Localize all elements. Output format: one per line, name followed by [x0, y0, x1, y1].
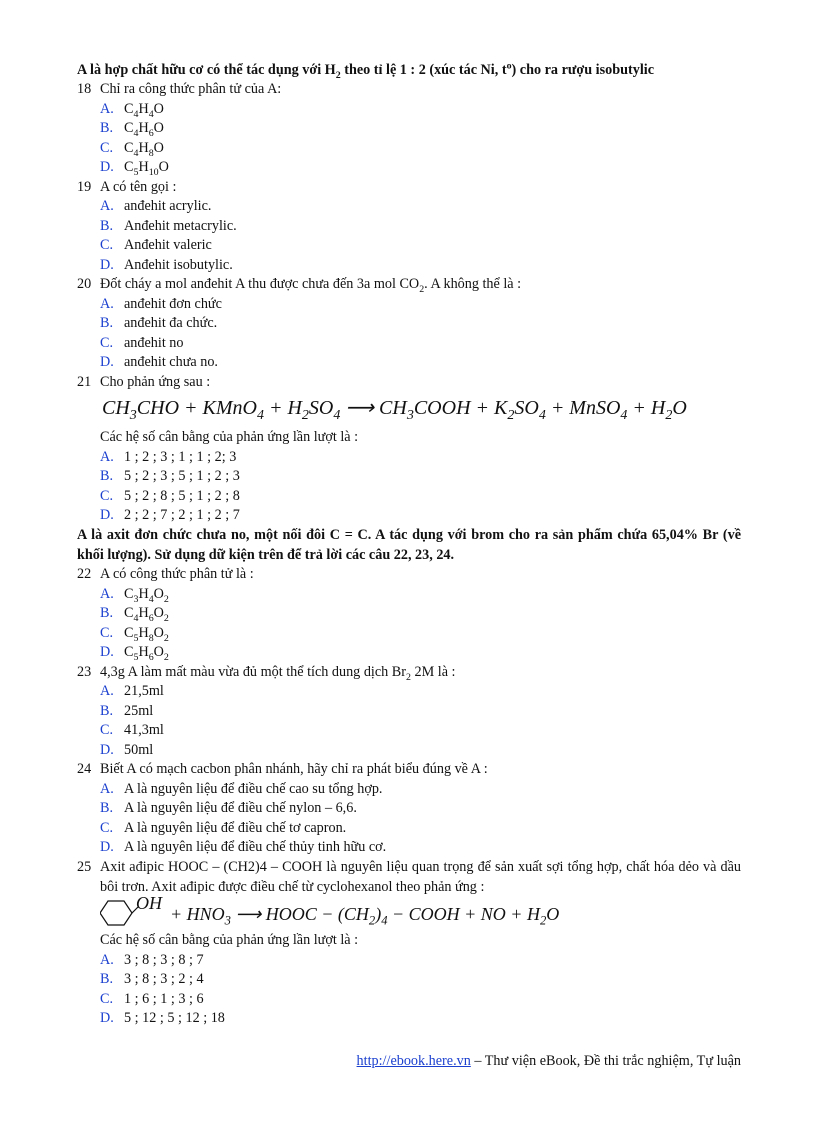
option-text: anđehit acrylic.: [124, 198, 212, 214]
option-letter: B.: [100, 120, 114, 136]
intro-text: ) cho ra rượu isobutylic: [511, 62, 655, 78]
option-letter: A.: [100, 683, 114, 699]
option-text: A là nguyên liệu để điều chế cao su tổng hợp.: [124, 781, 383, 797]
option-text: 25ml: [124, 703, 154, 719]
option-text: 21,5ml: [124, 683, 164, 699]
option-19-a[interactable]: [100, 197, 211, 217]
option-19-d[interactable]: [100, 256, 233, 276]
option-20-d[interactable]: [100, 353, 218, 373]
page-footer: [357, 1052, 741, 1070]
option-21-c[interactable]: [100, 487, 240, 507]
question-20: [77, 275, 741, 295]
option-text: anđehit chưa no.: [124, 354, 218, 370]
question-text: Axit ađipic HOOC – (CH2)4 – COOH là nguyên liệu quan trọng để sản xuất sợi tổng hợp, chất hóa dẻo và dầu bôi trơn. Axit ađipic được điều chế từ cyclohexanol theo phản ứng :: [100, 859, 741, 895]
option-25-b[interactable]: [100, 970, 204, 990]
option-text: A là nguyên liệu để điều chế tơ capron.: [124, 820, 347, 836]
cyclohexane-ring-icon: [100, 898, 140, 928]
option-text: A là nguyên liệu để điều chế thủy tinh hữu cơ.: [124, 839, 387, 855]
option-text: A là nguyên liệu để điều chế nylon – 6,6.: [124, 800, 357, 816]
question-text: Biết A có mạch cacbon phân nhánh, hãy chỉ ra phát biểu đúng về A :: [100, 761, 488, 777]
option-text: 3 ; 8 ; 3 ; 2 ; 4: [124, 971, 204, 987]
question-number: 21: [77, 374, 92, 390]
option-20-b[interactable]: [100, 314, 217, 334]
option-text: anđehit no: [124, 335, 184, 351]
superscript: o: [506, 60, 512, 72]
option-letter: C.: [100, 488, 114, 504]
intro-statement-2: A là axit đơn chức chưa no, một nối đôi C = C. A tác dụng với brom cho ra sản phẩm chứa 65,04% Br (về khối lượng). Sử dụng dữ kiện trên để trả lời các câu 22, 23, 24.: [77, 527, 741, 563]
option-letter: B.: [100, 800, 114, 816]
option-letter: D.: [100, 507, 114, 523]
question-22: [77, 565, 741, 585]
option-letter: B.: [100, 315, 114, 331]
option-21-a[interactable]: [100, 448, 236, 468]
option-letter: A.: [100, 781, 114, 797]
option-letter: B.: [100, 703, 114, 719]
question-number: 20: [77, 276, 92, 292]
option-text: 50ml: [124, 742, 154, 758]
intro-statement-1: [77, 61, 741, 81]
option-20-a[interactable]: [100, 295, 222, 315]
option-text: Anđehit valeric: [124, 237, 212, 253]
option-text: anđehit đa chức.: [124, 315, 218, 331]
option-25-a[interactable]: [100, 951, 204, 971]
question-text: Chỉ ra công thức phân tử của A:: [100, 81, 282, 97]
option-letter: D.: [100, 159, 114, 175]
question-text: Đốt cháy a mol anđehit A thu được chưa đến 3a mol $CO_2$. A không thể là :: [100, 276, 522, 295]
option-21-b[interactable]: [100, 467, 240, 487]
intro-text: theo tỉ lệ 1 : 2 (xúc tác Ni, t: [340, 62, 507, 78]
option-letter: D.: [100, 644, 114, 660]
option-letter: D.: [100, 1010, 114, 1026]
option-24-c[interactable]: [100, 819, 346, 839]
option-letter: C.: [100, 237, 114, 253]
option-letter: A.: [100, 449, 114, 465]
question-text: A có công thức phân tử là :: [100, 566, 254, 582]
option-letter: D.: [100, 354, 114, 370]
option-letter: A.: [100, 296, 114, 312]
option-letter: B.: [100, 605, 114, 621]
intro-text: A là hợp chất hữu cơ có thể tác dụng với H: [77, 62, 336, 78]
option-21-d[interactable]: [100, 506, 240, 526]
option-19-c[interactable]: [100, 236, 212, 256]
option-letter: C.: [100, 335, 114, 351]
option-letter: A.: [100, 952, 114, 968]
option-letter: B.: [100, 468, 114, 484]
option-letter: D.: [100, 839, 114, 855]
option-19-b[interactable]: [100, 217, 237, 237]
question-25: [77, 858, 741, 897]
option-23-d[interactable]: [100, 741, 153, 761]
question-number: 22: [77, 566, 92, 582]
option-text: 5 ; 2 ; 8 ; 5 ; 1 ; 2 ; 8: [124, 488, 240, 504]
question-number: 23: [77, 664, 92, 680]
option-25-c[interactable]: [100, 990, 204, 1010]
option-letter: B.: [100, 971, 114, 987]
option-letter: C.: [100, 625, 114, 641]
question-subtext: Các hệ số cân bằng của phản ứng lần lượt là :: [100, 429, 359, 445]
option-24-b[interactable]: [100, 799, 357, 819]
question-21: [77, 373, 741, 393]
option-18-b[interactable]: B. $C_4H_6O$: [100, 120, 164, 139]
question-text: 4,3g A làm mất màu vừa đủ một thể tích dung dịch $Br_2$ 2M là :: [100, 664, 456, 683]
option-20-c[interactable]: [100, 334, 184, 354]
question-24: [77, 760, 741, 780]
question-18: [77, 80, 741, 100]
option-18-c[interactable]: C. $C_4H_8O$: [100, 140, 164, 159]
question-subtext: Các hệ số cân bằng của phản ứng lần lượt là :: [100, 932, 359, 948]
option-23-b[interactable]: [100, 702, 153, 722]
option-text: 5 ; 12 ; 5 ; 12 ; 18: [124, 1010, 225, 1026]
option-24-a[interactable]: [100, 780, 382, 800]
option-letter: C.: [100, 722, 114, 738]
option-letter: D.: [100, 257, 114, 273]
subscript: 2: [335, 69, 341, 81]
footer-link[interactable]: http://ebook.here.vn: [356, 1053, 471, 1069]
option-text: 5 ; 2 ; 3 ; 5 ; 1 ; 2 ; 3: [124, 468, 240, 484]
option-18-a[interactable]: A. $C_4H_4O$: [100, 101, 164, 120]
question-text: A có tên gọi :: [100, 179, 177, 195]
option-18-d[interactable]: D. $C_5H_{10}O$: [100, 159, 169, 178]
option-text: 41,3ml: [124, 722, 164, 738]
option-letter: D.: [100, 742, 114, 758]
option-text: 1 ; 2 ; 3 ; 1 ; 1 ; 2; 3: [124, 449, 237, 465]
equation-text: + $HNO_3$ ⟶ HOOC − $(CH_2)_4$ − COOH + NO + $H_2O$: [170, 904, 560, 928]
question-text: Cho phản ứng sau :: [100, 374, 211, 390]
option-text: Anđehit metacrylic.: [124, 218, 237, 234]
option-letter: A.: [100, 101, 114, 117]
option-text: 2 ; 2 ; 7 ; 2 ; 1 ; 2 ; 7: [124, 507, 240, 523]
question-number: 19: [77, 179, 92, 195]
option-22-b[interactable]: B. $C_4H_6O_2$: [100, 605, 169, 624]
option-letter: C.: [100, 140, 114, 156]
option-22-d[interactable]: D. $C_5H_6O_2$: [100, 644, 169, 663]
option-23-c[interactable]: [100, 721, 164, 741]
option-text: anđehit đơn chức: [124, 296, 222, 312]
option-22-a[interactable]: A. $C_3H_4O_2$: [100, 586, 169, 605]
question-number: 24: [77, 761, 92, 777]
option-letter: A.: [100, 198, 114, 214]
question-number: 25: [77, 859, 92, 875]
option-letter: A.: [100, 586, 114, 602]
option-22-c[interactable]: C. $C_5H_8O_2$: [100, 625, 169, 644]
option-25-d[interactable]: [100, 1009, 225, 1029]
hydroxyl-group: OH: [136, 893, 162, 913]
reaction-equation-25: [100, 893, 600, 928]
option-letter: C.: [100, 820, 114, 836]
option-text: 3 ; 8 ; 3 ; 8 ; 7: [124, 952, 204, 968]
question-23: [77, 663, 741, 683]
option-text: Anđehit isobutylic.: [124, 257, 233, 273]
reaction-equation-21: $CH_3CHO$ + KMnO$_4$ + $H_2SO_4$ ⟶ $CH_3COOH + K_2SO_4$ + MnSO$_4$ + $H_2O$: [102, 397, 687, 423]
option-23-a[interactable]: [100, 682, 164, 702]
question-19: [77, 178, 741, 198]
option-letter: B.: [100, 218, 114, 234]
question-number: 18: [77, 81, 92, 97]
footer-text: – Thư viện eBook, Đề thi trắc nghiệm, Tự luận: [470, 1053, 741, 1069]
option-24-d[interactable]: [100, 838, 386, 858]
option-letter: C.: [100, 991, 114, 1007]
option-text: 1 ; 6 ; 1 ; 3 ; 6: [124, 991, 204, 1007]
